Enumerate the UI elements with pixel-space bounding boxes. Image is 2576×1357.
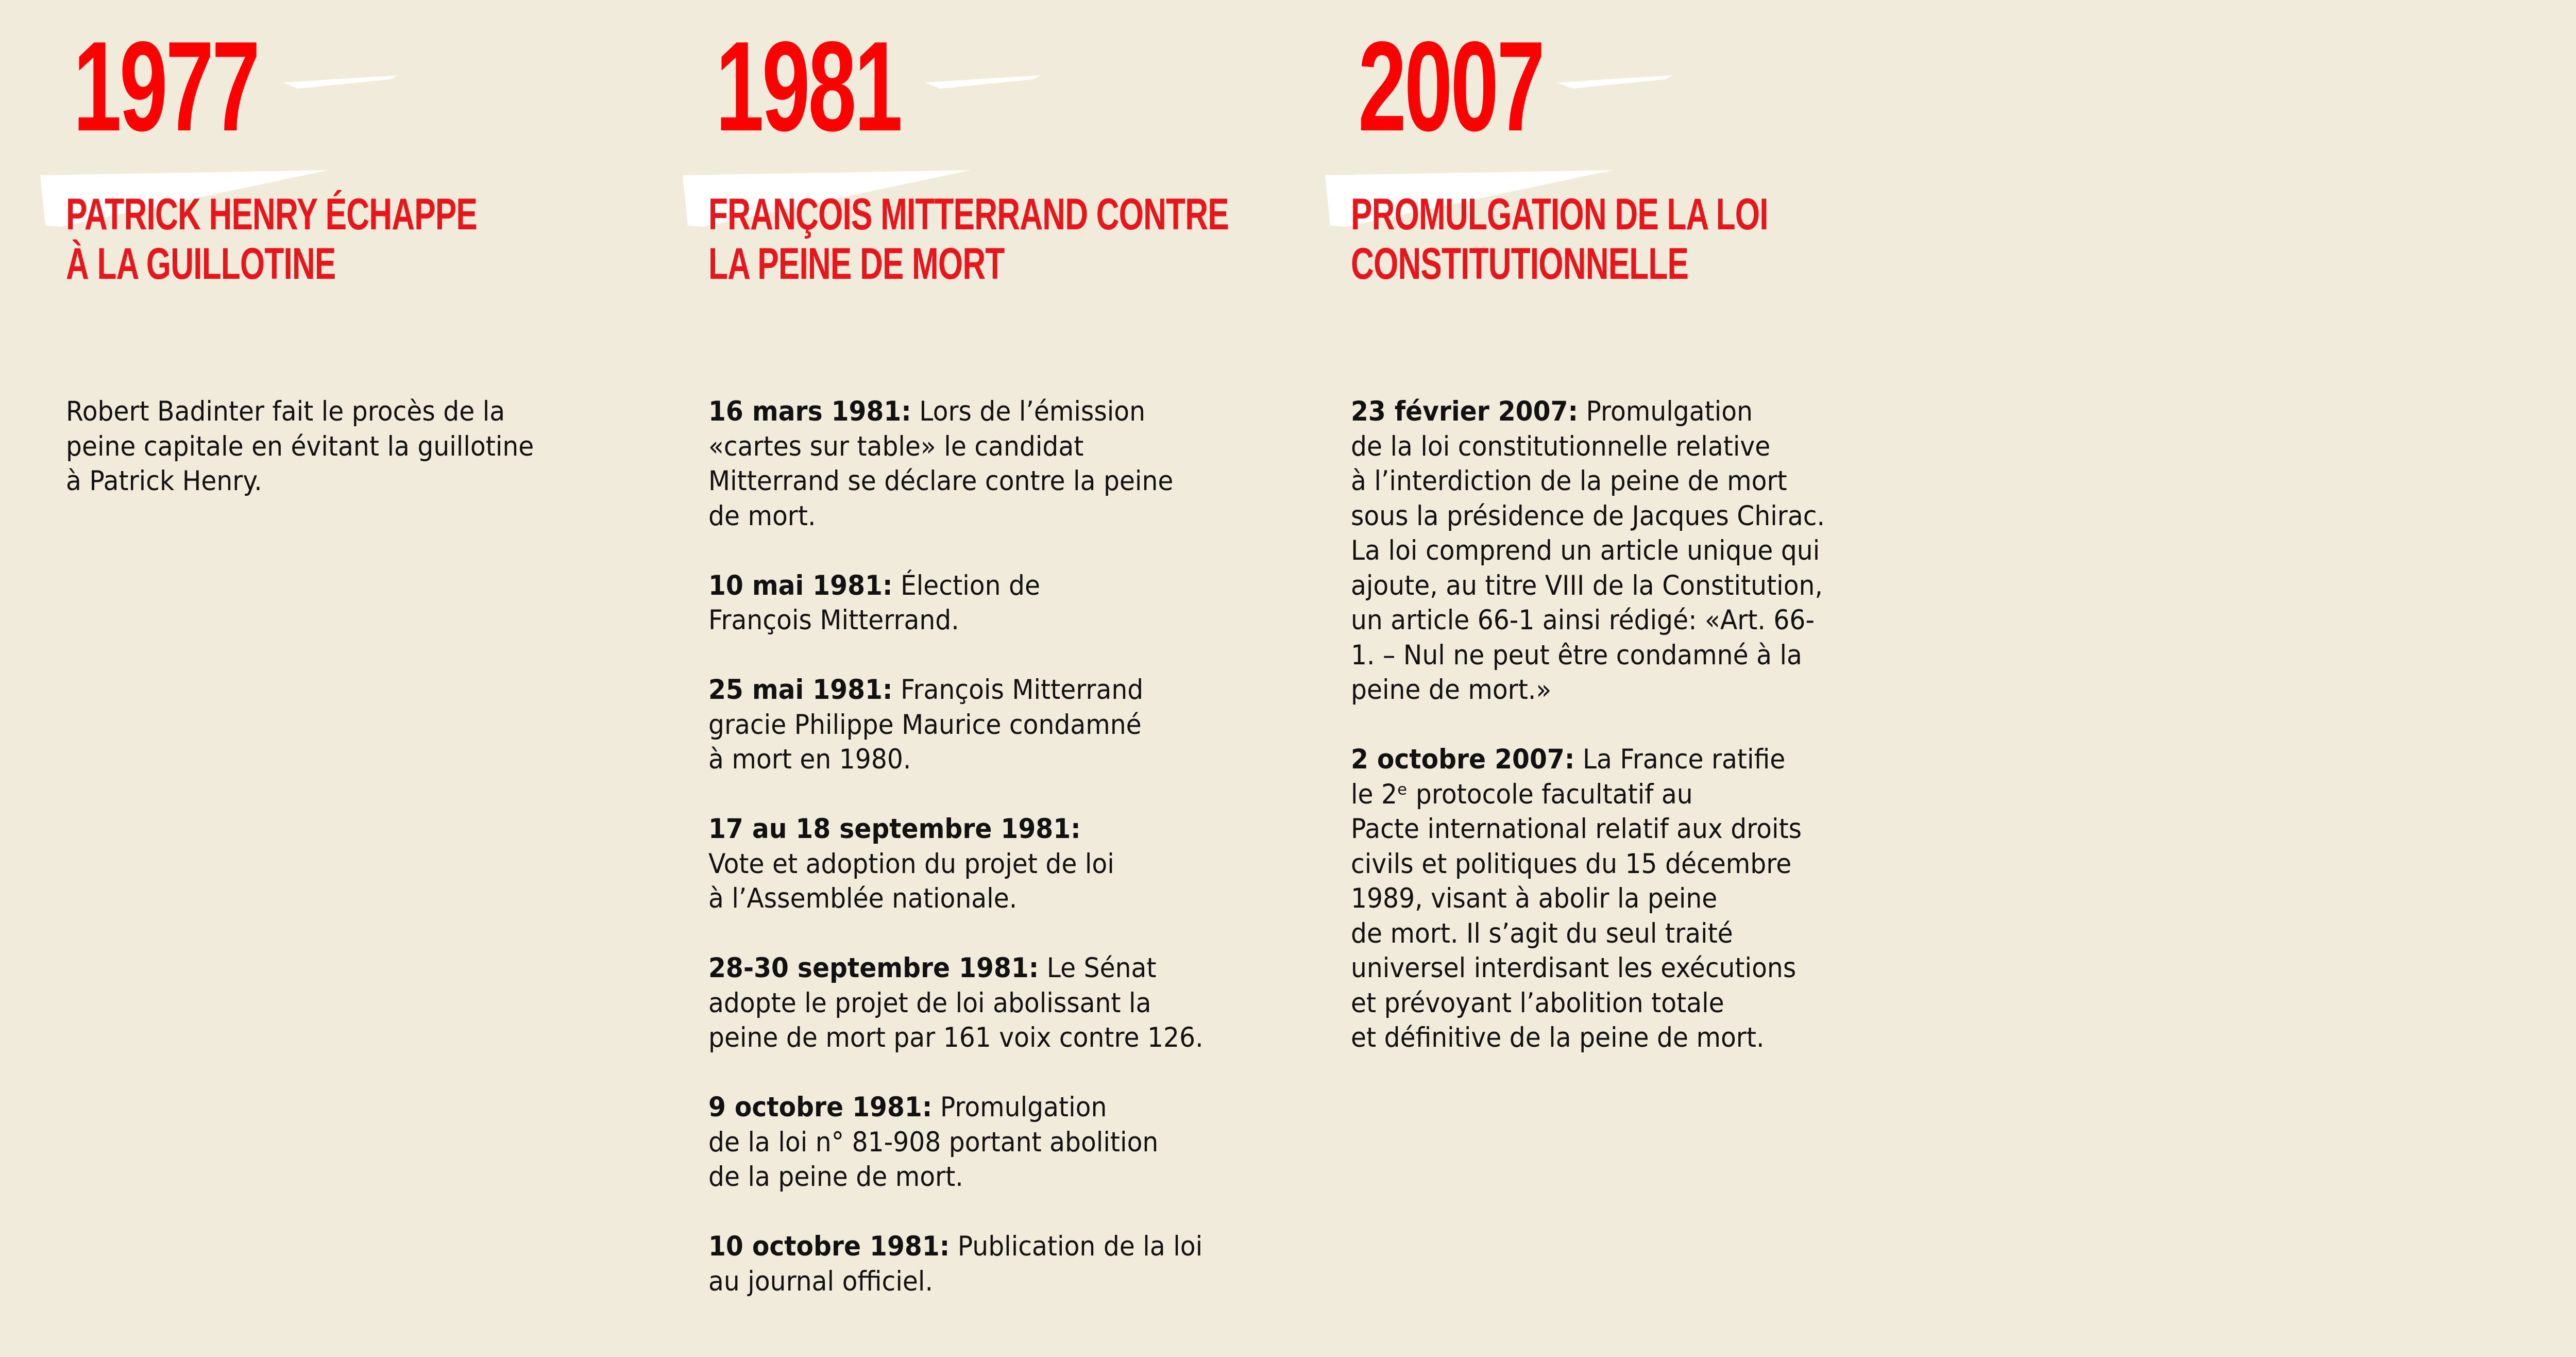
entry-list: [1351, 394, 1882, 1090]
entry-text: peine de mort par 161 voix contre 126.: [708, 1022, 1204, 1053]
year-heading: 1977: [73, 14, 258, 158]
entry-text: sous la présidence de Jacques Chirac.: [1351, 500, 1825, 532]
entry-text: de mort. Il s’agit du seul traité: [1351, 917, 1733, 949]
entry-text: à mort en 1980.: [708, 744, 911, 775]
entry-text: Mitterrand se déclare contre la peine: [708, 465, 1174, 497]
section-title: [66, 190, 477, 289]
timeline-entry: [708, 812, 1239, 916]
entry-text: gracie Philippe Maurice condamné: [708, 709, 1142, 741]
timeline-column-2007: [1351, 0, 1943, 1357]
title-line: FRANÇOIS MITTERRAND CONTRE: [708, 190, 1229, 239]
entry-text: Pacte international relatif aux droits: [1351, 813, 1802, 845]
timeline-entry: [708, 568, 1239, 638]
entry-text: peine de mort.»: [1351, 674, 1552, 706]
entry-text: de mort.: [708, 500, 816, 532]
brush-stroke-decoration: [925, 75, 1041, 89]
entry-list: [708, 394, 1239, 1334]
title-line: À LA GUILLOTINE: [66, 239, 336, 289]
timeline-entry: [708, 673, 1239, 777]
section-title: [708, 190, 1229, 289]
title-line: LA PEINE DE MORT: [708, 239, 1005, 289]
entry-text: civils et politiques du 15 décembre: [1351, 848, 1792, 880]
entry-text: Lors de l’émission: [911, 396, 1146, 427]
entry-text: et définitive de la peine de mort.: [1351, 1022, 1765, 1053]
entry-text: adopte le projet de loi abolissant la: [708, 987, 1151, 1019]
entry-date: 16 mars 1981:: [708, 396, 911, 427]
entry-text: «cartes sur table» le candidat: [708, 430, 1084, 462]
entry-text: La France ratifie: [1574, 744, 1786, 775]
entry-text: peine capitale en évitant la guillotine: [66, 430, 534, 462]
brush-stroke-decoration: [1557, 75, 1673, 89]
timeline-entry: [708, 394, 1239, 533]
entry-date: 10 octobre 1981:: [708, 1231, 950, 1262]
entry-text: ajoute, au titre VIII de la Constitution,: [1351, 569, 1823, 601]
entry-text: et prévoyant l’abolition totale: [1351, 987, 1724, 1019]
entry-text: de la loi n° 81-908 portant abolition: [708, 1126, 1159, 1158]
entry-text: La loi comprend un article unique qui: [1351, 535, 1820, 566]
entry-text: Le Sénat: [1039, 952, 1157, 984]
timeline-entry: [1351, 394, 1882, 708]
entry-date: 9 octobre 1981:: [708, 1092, 933, 1123]
entry-text: François Mitterrand.: [708, 605, 959, 636]
entry-text: 1989, visant à abolir la peine: [1351, 883, 1718, 914]
entry-text: à Patrick Henry.: [66, 465, 262, 497]
entry-text: Promulgation: [1578, 396, 1753, 427]
timeline-entry: [1351, 742, 1882, 1056]
entry-text: à l’interdiction de la peine de mort: [1351, 465, 1787, 497]
entry-date: 28-30 septembre 1981:: [708, 952, 1039, 984]
entry-text: universel interdisant les exécutions: [1351, 952, 1797, 984]
entry-date: 25 mai 1981:: [708, 674, 893, 706]
entry-text: Promulgation: [932, 1092, 1107, 1123]
entry-text: le 2ᵉ protocole facultatif au: [1351, 778, 1693, 810]
brush-stroke-decoration: [282, 75, 398, 89]
entry-date: 10 mai 1981:: [708, 569, 893, 601]
entry-text: de la peine de mort.: [708, 1161, 963, 1193]
entry-text: Vote et adoption du projet de loi: [708, 848, 1114, 880]
entry-text: François Mitterrand: [892, 674, 1144, 706]
timeline-entry: [708, 1090, 1239, 1195]
title-line: PATRICK HENRY ÉCHAPPE: [66, 190, 477, 239]
entry-text: 1. – Nul ne peut être condamné à la: [1351, 639, 1802, 671]
timeline-entry: [708, 1229, 1239, 1299]
entry-date: 17 au 18 septembre 1981:: [708, 813, 1081, 845]
entry-date: 23 février 2007:: [1351, 396, 1578, 427]
timeline-column-1981: [708, 0, 1301, 1357]
year-heading: 1981: [716, 14, 901, 158]
entry-text: un article 66-1 ainsi rédigé: «Art. 66-: [1351, 605, 1815, 636]
entry-text: Publication de la loi: [950, 1231, 1203, 1262]
entry-list: [66, 394, 597, 533]
entry-text: Élection de: [892, 569, 1040, 601]
section-title: [1351, 190, 1768, 289]
title-line: PROMULGATION DE LA LOI: [1351, 190, 1768, 239]
entry-text: Robert Badinter fait le procès de la: [66, 396, 505, 427]
title-line: CONSTITUTIONNELLE: [1351, 239, 1689, 289]
timeline-entry: [66, 394, 597, 499]
entry-text: de la loi constitutionnelle relative: [1351, 430, 1771, 462]
entry-date: 2 octobre 2007:: [1351, 744, 1575, 775]
entry-text: au journal officiel.: [708, 1265, 933, 1297]
timeline-column-1977: [66, 0, 658, 1357]
timeline-entry: [708, 951, 1239, 1056]
entry-text: à l’Assemblée nationale.: [708, 883, 1018, 914]
year-heading: 2007: [1358, 14, 1543, 158]
